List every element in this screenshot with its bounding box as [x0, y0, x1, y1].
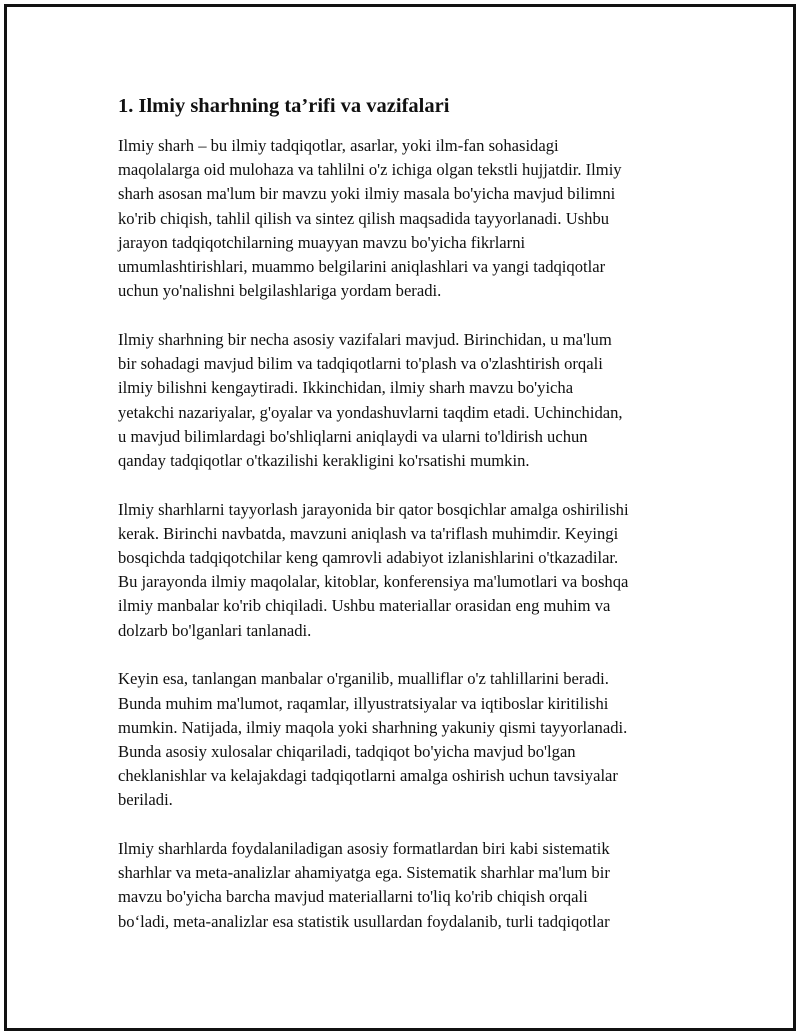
text-line: sharh asosan ma'lum bir mavzu yoki ilmiy masala bo'yicha mavjud bilimni [118, 184, 616, 204]
text-line: umumlashtirishlari, muammo belgilarini aniqlashlari va yangi tadqiqotlar [118, 257, 606, 277]
text-line: Ilmiy sharhlarni tayyorlash jarayonida bir qator bosqichlar amalga oshirilishi [118, 499, 629, 519]
text-line: kerak. Birinchi navbatda, mavzuni aniqlash va ta'riflash muhimdir. Keyingi [118, 523, 619, 543]
text-line: Ilmiy sharhlarda foydalaniladigan asosiy formatlardan biri kabi sistematik [118, 839, 610, 859]
section-heading: 1. Ilmiy sharhning ta’rifi va vazifalari [118, 95, 450, 117]
paragraph-formats [118, 837, 682, 934]
text-line: uchun yo'nalishni belgilashlariga yordam beradi. [118, 281, 442, 301]
text-line: Ilmiy sharhning bir necha asosiy vazifalari mavjud. Birinchidan, u ma'lum [118, 329, 612, 349]
text-line: bir sohadagi mavjud bilim va tadqiqotlarni to'plash va o'zlashtirish orqali [118, 354, 603, 374]
text-line: ilmiy manbalar ko'rib chiqiladi. Ushbu materiallar orasidan eng muhim va [118, 596, 611, 616]
paragraph-definition [118, 134, 682, 303]
paragraph-stages [118, 498, 682, 643]
text-line: maqolalarga oid mulohaza va tahlilni o'z ichiga olgan tekstli hujjatdir. Ilmiy [118, 160, 622, 180]
text-line: jarayon tadqiqotchilarning muayyan mavzu bo'yicha fikrlarni [118, 232, 526, 252]
text-line: mumkin. Natijada, ilmiy maqola yoki sharhning yakuniy qismi tayyorlanadi. [118, 717, 628, 737]
text-line: beriladi. [118, 790, 173, 810]
text-line: u mavjud bilimlardagi bo'shliqlarni aniqlaydi va ularni to'ldirish uchun [118, 426, 588, 446]
text-line: yetakchi nazariyalar, g'oyalar va yondashuvlarni taqdim etadi. Uchinchidan, [118, 402, 623, 422]
text-line: cheklanishlar va kelajakdagi tadqiqotlarni amalga oshirish uchun tavsiyalar [118, 766, 618, 786]
text-line: Bu jarayonda ilmiy maqolalar, kitoblar, konferensiya ma'lumotlari va boshqa [118, 572, 629, 592]
text-line: qanday tadqiqotlar o'tkazilishi kerakligini ko'rsatishi mumkin. [118, 450, 530, 470]
text-line: Bunda muhim ma'lumot, raqamlar, illyustratsiyalar va iqtiboslar kiritilishi [118, 693, 609, 713]
text-line: ko'rib chiqish, tahlil qilish va sintez qilish maqsadida tayyorlanadi. Ushbu [118, 208, 610, 228]
text-line: mavzu bo'yicha barcha mavjud materiallarni to'liq ko'rib chiqish orqali [118, 887, 588, 907]
document-body [118, 92, 682, 958]
text-line: bo‘ladi, meta-analizlar esa statistik usullardan foydalanib, turli tadqiqotlar [118, 911, 610, 931]
text-line: bosqichda tadqiqotchilar keng qamrovli adabiyot izlanishlarini o'tkazadilar. [118, 548, 619, 568]
text-line: sharhlar va meta-analizlar ahamiyatga ega. Sistematik sharhlar ma'lum bir [118, 863, 610, 883]
text-line: dolzarb bo'lganlari tanlanadi. [118, 620, 312, 640]
paragraph-analysis [118, 667, 682, 812]
paragraph-functions [118, 328, 682, 473]
text-line: Bunda asosiy xulosalar chiqariladi, tadqiqot bo'yicha mavjud bo'lgan [118, 741, 576, 761]
text-line: Ilmiy sharh – bu ilmiy tadqiqotlar, asarlar, yoki ilm-fan sohasidagi [118, 136, 559, 155]
text-line: Keyin esa, tanlangan manbalar o'rganilib, mualliflar o'z tahlillarini beradi. [118, 669, 609, 689]
text-line: ilmiy bilishni kengaytiradi. Ikkinchidan, ilmiy sharh mavzu bo'yicha [118, 378, 574, 398]
